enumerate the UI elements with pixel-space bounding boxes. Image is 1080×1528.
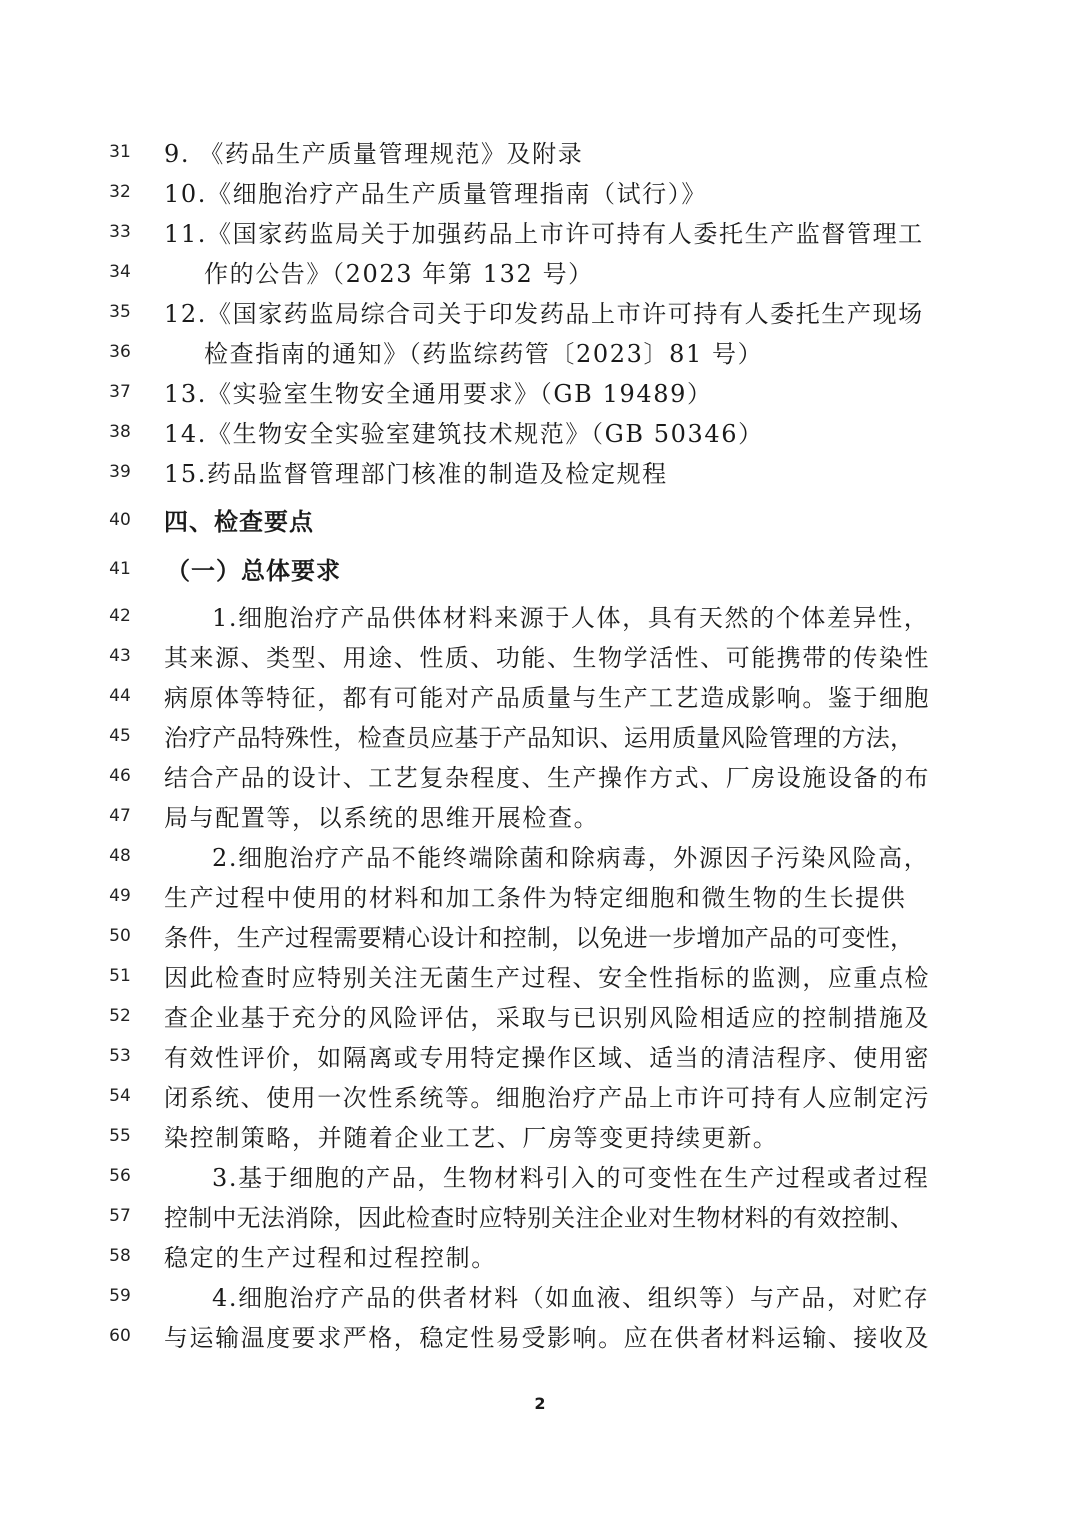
line-text: 作的公告》（2023 年第 132 号） — [204, 260, 594, 288]
line-number: 51 — [109, 966, 131, 986]
text-line — [0, 758, 1080, 798]
line-text: 闭系统、使用一次性系统等。细胞治疗产品上市许可持有人应制定污 — [164, 1084, 931, 1112]
line-number: 32 — [109, 182, 131, 202]
text-line — [0, 1158, 1080, 1198]
line-number: 60 — [109, 1326, 131, 1346]
line-text: 查企业基于充分的风险评估，采取与已识别风险相适应的控制措施及 — [164, 1004, 931, 1032]
line-text: 检查指南的通知》（药监综药管〔2023〕81 号） — [204, 340, 764, 368]
line-number: 35 — [109, 302, 131, 322]
line-text: 与运输温度要求严格，稳定性易受影响。应在供者材料运输、接收及 — [164, 1324, 931, 1352]
text-line — [0, 134, 1080, 174]
line-number: 52 — [109, 1006, 131, 1026]
line-text: 因此检查时应特别关注无菌生产过程、安全性指标的监测，应重点检 — [164, 964, 931, 992]
line-text: 结合产品的设计、工艺复杂程度、生产操作方式、厂房设施设备的布 — [164, 764, 931, 792]
line-number: 39 — [109, 462, 131, 482]
text-line — [0, 214, 1080, 254]
text-line — [0, 878, 1080, 918]
line-number: 50 — [109, 926, 131, 946]
line-text: 病原体等特征，都有可能对产品质量与生产工艺造成影响。鉴于细胞 — [164, 684, 931, 712]
line-number: 34 — [109, 262, 131, 282]
line-number: 46 — [109, 766, 131, 786]
text-line — [0, 918, 1080, 958]
line-number: 36 — [109, 342, 131, 362]
line-text: 9. 《药品生产质量管理规范》及附录 — [164, 140, 584, 168]
text-line — [0, 334, 1080, 374]
text-line — [0, 374, 1080, 414]
line-number: 33 — [109, 222, 131, 242]
line-number: 42 — [109, 606, 131, 626]
line-number: 55 — [109, 1126, 131, 1146]
line-text: 14.《生物安全实验室建筑技术规范》（GB 50346） — [164, 420, 764, 448]
line-number: 53 — [109, 1046, 131, 1066]
line-number: 43 — [109, 646, 131, 666]
line-number: 48 — [109, 846, 131, 866]
line-number: 47 — [109, 806, 131, 826]
section-heading-line — [0, 502, 1080, 542]
line-number: 38 — [109, 422, 131, 442]
line-text: 生产过程中使用的材料和加工条件为特定细胞和微生物的生长提供 — [164, 884, 907, 912]
line-text: 条件，生产过程需要精心设计和控制，以免进一步增加产品的可变性， — [164, 924, 915, 952]
line-number: 56 — [109, 1166, 131, 1186]
line-number: 44 — [109, 686, 131, 706]
line-text: 15.药品监督管理部门核准的制造及检定规程 — [164, 460, 668, 488]
line-text: 其来源、类型、用途、性质、功能、生物学活性、可能携带的传染性 — [164, 644, 931, 672]
line-number: 45 — [109, 726, 131, 746]
line-text: 稳定的生产过程和过程控制。 — [164, 1244, 497, 1272]
line-text: 11.《国家药监局关于加强药品上市许可持有人委托生产监督管理工 — [164, 220, 924, 248]
text-line — [0, 1038, 1080, 1078]
text-line — [0, 254, 1080, 294]
line-text: 2.细胞治疗产品不能终端除菌和除病毒，外源因子污染风险高， — [212, 844, 930, 872]
subsection-heading: （一）总体要求 — [166, 557, 341, 585]
text-line — [0, 798, 1080, 838]
text-line — [0, 414, 1080, 454]
text-line — [0, 678, 1080, 718]
line-text: 3.基于细胞的产品，生物材料引入的可变性在生产过程或者过程 — [212, 1164, 930, 1192]
line-text: 局与配置等，以系统的思维开展检查。 — [164, 804, 600, 832]
text-line — [0, 1078, 1080, 1118]
line-number: 40 — [109, 510, 131, 530]
text-line — [0, 294, 1080, 334]
text-line — [0, 454, 1080, 494]
line-number: 59 — [109, 1286, 131, 1306]
subsection-heading-line — [0, 551, 1080, 591]
text-line — [0, 838, 1080, 878]
line-number: 57 — [109, 1206, 131, 1226]
line-text: 染控制策略，并随着企业工艺、厂房等变更持续更新。 — [164, 1124, 779, 1152]
line-text: 4.细胞治疗产品的供者材料（如血液、组织等）与产品，对贮存 — [212, 1284, 930, 1312]
text-line — [0, 1198, 1080, 1238]
line-text: 12.《国家药监局综合司关于印发药品上市许可持有人委托生产现场 — [164, 300, 924, 328]
line-number: 54 — [109, 1086, 131, 1106]
text-line — [0, 958, 1080, 998]
line-number: 41 — [109, 559, 131, 579]
line-text: 治疗产品特殊性，检查员应基于产品知识、运用质量风险管理的方法， — [164, 724, 915, 752]
text-line — [0, 598, 1080, 638]
line-text: 有效性评价，如隔离或专用特定操作区域、适当的清洁程序、使用密 — [164, 1044, 931, 1072]
text-line — [0, 718, 1080, 758]
text-line — [0, 1318, 1080, 1358]
line-number: 37 — [109, 382, 131, 402]
text-line — [0, 174, 1080, 214]
line-text: 13.《实验室生物安全通用要求》（GB 19489） — [164, 380, 713, 408]
text-line — [0, 998, 1080, 1038]
line-number: 49 — [109, 886, 131, 906]
section-heading: 四、检查要点 — [164, 508, 314, 536]
line-number: 58 — [109, 1246, 131, 1266]
line-text: 控制中无法消除，因此检查时应特别关注企业对生物材料的有效控制、 — [164, 1204, 915, 1232]
page-number: 2 — [534, 1394, 546, 1413]
line-text: 10.《细胞治疗产品生产质量管理指南（试行）》 — [164, 180, 707, 208]
text-line — [0, 638, 1080, 678]
text-line — [0, 1278, 1080, 1318]
text-line — [0, 1118, 1080, 1158]
line-text: 1.细胞治疗产品供体材料来源于人体，具有天然的个体差异性， — [212, 604, 930, 632]
line-number: 31 — [109, 142, 131, 162]
text-line — [0, 1238, 1080, 1278]
